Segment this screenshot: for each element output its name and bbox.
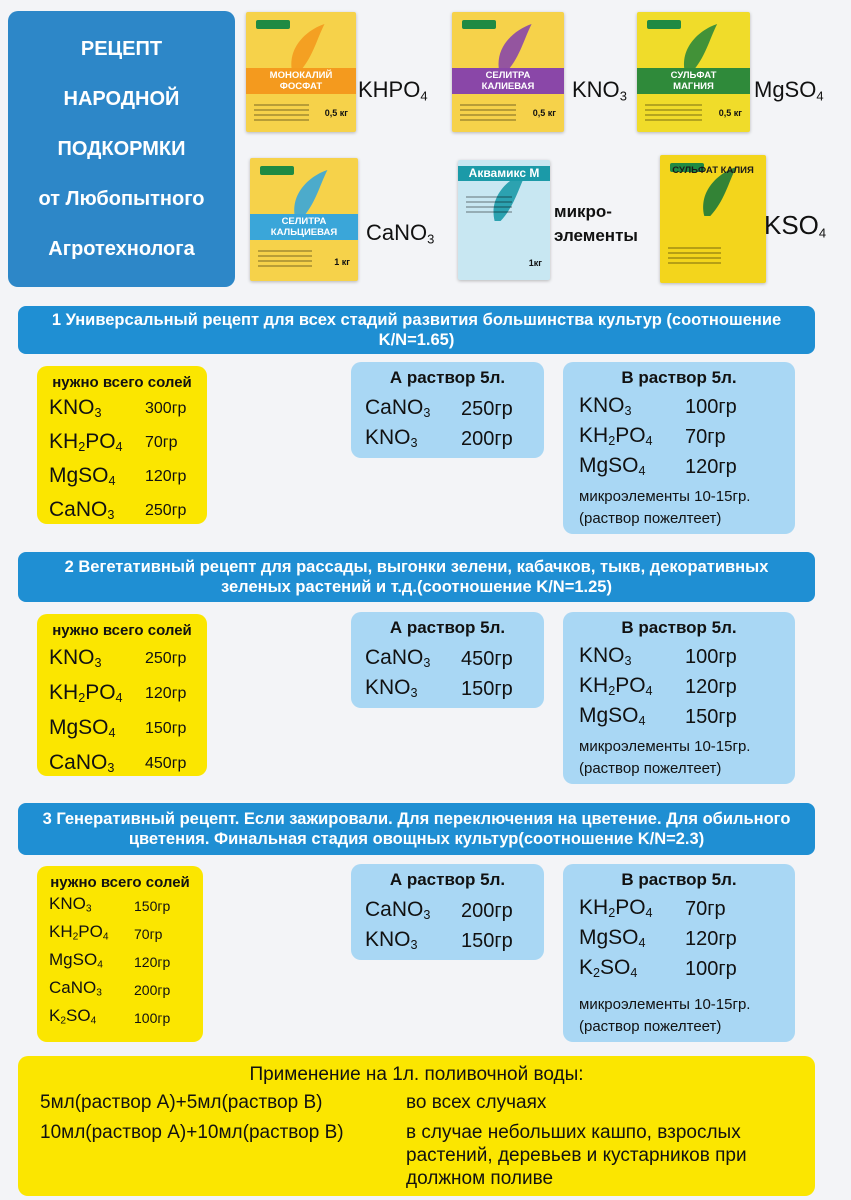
product-description-lines xyxy=(258,250,312,270)
use-2-line-2: растений, деревьев и кустарников при xyxy=(406,1145,747,1166)
micro-elements-note: микроэлементы 10-15гр. xyxy=(579,738,751,755)
total-salt-row xyxy=(49,396,187,421)
solution-a-label: А раствор 5л. xyxy=(389,870,506,889)
use-2-line-1: в случае небольших кашпо, взрослых xyxy=(406,1122,741,1143)
product-description-lines xyxy=(645,104,702,124)
salt-formula: $KNO_3$ xyxy=(49,894,92,915)
product-name-line-2: КАЛИЕВАЯ xyxy=(481,81,535,92)
title-line-4: от Любопытного xyxy=(38,188,205,210)
total-salt-row xyxy=(49,950,171,971)
product-formula: $KHPO_4$ xyxy=(358,77,428,104)
product-package xyxy=(246,12,356,132)
salt-formula: $KH_2PO_4$ xyxy=(49,430,123,455)
solution-a-amount: 250гр xyxy=(461,398,513,420)
product-formula: микро- элементы xyxy=(554,202,638,245)
product-name-line-1: СУЛЬФАТ КАЛИЯ xyxy=(672,165,754,176)
total-salt-row xyxy=(49,978,171,999)
solution-a-amount: 450гр xyxy=(461,648,513,670)
salt-formula: CaNO$_3$ xyxy=(365,646,431,671)
salt-formula: CaNO$_3$ xyxy=(365,898,431,923)
solution-b-box xyxy=(563,362,795,534)
product-weight: 0,5 кг xyxy=(718,108,742,118)
product-formula: $KNO_3$ xyxy=(572,77,627,104)
product-name-line-2: ФОСФАТ xyxy=(279,81,323,92)
total-salt-amount: 120гр xyxy=(145,468,187,485)
total-salts-box xyxy=(37,614,207,776)
micro-elements-note: микроэлементы 10-15гр. xyxy=(579,996,751,1013)
solution-b-amount: 150гр xyxy=(685,706,737,728)
solution-a-box xyxy=(351,864,544,960)
product-name-line-2: КАЛЬЦИЕВАЯ xyxy=(270,227,338,238)
salt-formula: $KNO_3$ xyxy=(579,394,632,419)
product-name-band xyxy=(458,166,550,181)
total-salt-row xyxy=(49,894,171,915)
salt-formula: $KNO_3$ xyxy=(579,644,632,669)
salt-formula: $KNO_3$ xyxy=(365,928,418,953)
solution-a-amount: 200гр xyxy=(461,900,513,922)
product-formula: MgSO$_4$ xyxy=(754,77,824,104)
product-description-lines xyxy=(254,104,309,124)
solution-b-label: В раствор 5л. xyxy=(621,368,737,387)
product-name-line-1: СУЛЬФАТ xyxy=(670,70,717,81)
product-formula: $KSO_4$ xyxy=(764,210,827,241)
solution-a-amount: 200гр xyxy=(461,428,513,450)
product-package xyxy=(637,12,750,132)
title-line-1: РЕЦЕПТ xyxy=(80,38,163,60)
application-box xyxy=(18,1056,815,1196)
salt-formula: MgSO$_4$ xyxy=(579,926,646,951)
solution-a-box xyxy=(351,612,544,708)
salt-formula: CaNO$_3$ xyxy=(365,396,431,421)
solution-b-amount: 70гр xyxy=(685,426,726,448)
product-package xyxy=(452,12,564,132)
solution-a-label: А раствор 5л. xyxy=(389,618,506,637)
total-salt-row xyxy=(49,681,187,706)
product-weight: 1 кг xyxy=(334,257,350,267)
product-weight: 0,5 кг xyxy=(324,108,348,118)
solution-b-amount: 120гр xyxy=(685,928,737,950)
total-salt-amount: 70гр xyxy=(145,434,178,451)
total-salt-amount: 450гр xyxy=(145,755,187,772)
total-salt-row xyxy=(49,464,187,489)
solution-a-amount: 150гр xyxy=(461,930,513,952)
total-salts-label: нужно всего солей xyxy=(52,622,192,639)
product-name-band xyxy=(250,214,358,240)
solution-b-box xyxy=(563,612,795,784)
solution-a-label: А раствор 5л. xyxy=(389,368,506,387)
product-name-line-2: МАГНИЯ xyxy=(673,81,714,92)
total-salt-row xyxy=(49,716,187,741)
solution-b-amount: 100гр xyxy=(685,646,737,668)
product-name-line-1: МОНОКАЛИЙ xyxy=(269,70,333,81)
solution-b-amount: 100гр xyxy=(685,396,737,418)
solution-a-box xyxy=(351,362,544,458)
salt-formula: CaNO$_3$ xyxy=(49,978,102,999)
total-salt-amount: 200гр xyxy=(134,982,171,998)
product-name-line-1: СЕЛИТРА xyxy=(281,216,327,227)
title-line-3: ПОДКОРМКИ xyxy=(57,138,186,160)
use-2-line-3: должном поливе xyxy=(406,1168,554,1189)
salt-formula: $K_2SO_4$ xyxy=(49,1006,97,1027)
total-salt-row xyxy=(49,430,178,455)
total-salt-amount: 70гр xyxy=(134,926,163,942)
total-salt-row xyxy=(49,751,187,776)
total-salt-amount: 300гр xyxy=(145,400,187,417)
product-package xyxy=(660,155,766,283)
salt-formula: $K_2SO_4$ xyxy=(579,956,638,981)
salt-formula: $KH_2PO_4$ xyxy=(579,424,653,449)
total-salt-amount: 100гр xyxy=(134,1010,171,1026)
total-salt-row xyxy=(49,498,187,523)
salt-formula: $KH_2PO_4$ xyxy=(579,896,653,921)
salt-formula: $KNO_3$ xyxy=(365,676,418,701)
salt-formula: $KNO_3$ xyxy=(365,426,418,451)
total-salt-amount: 150гр xyxy=(145,720,187,737)
salt-formula: $KNO_3$ xyxy=(49,396,102,421)
solution-b-label: В раствор 5л. xyxy=(621,870,737,889)
recipe-header: 1 Универсальный рецепт для всех стадий развития большинства культур (соотношение K/N=1.65) xyxy=(18,306,815,354)
total-salt-amount: 250гр xyxy=(145,650,187,667)
total-salt-amount: 150гр xyxy=(134,898,171,914)
solution-b-amount: 70гр xyxy=(685,898,726,920)
micro-elements-note: микроэлементы 10-15гр. xyxy=(579,488,751,505)
product-name-band xyxy=(637,68,750,94)
product-name-band xyxy=(452,68,564,94)
solution-b-amount: 100гр xyxy=(685,958,737,980)
salt-formula: MgSO$_4$ xyxy=(49,716,116,741)
solution-yellow-note: (раствор пожелтеет) xyxy=(579,760,722,777)
product-name-line-1: СЕЛИТРА xyxy=(485,70,531,81)
product-name-line-1: Аквамикс М xyxy=(468,166,540,180)
product-package xyxy=(458,160,550,280)
product-description-lines xyxy=(466,196,512,216)
solution-b-amount: 120гр xyxy=(685,676,737,698)
total-salts-label: нужно всего солей xyxy=(50,874,190,891)
total-salt-amount: 120гр xyxy=(134,954,171,970)
total-salts-box xyxy=(37,866,203,1042)
salt-formula: MgSO$_4$ xyxy=(579,704,646,729)
salt-formula: $KH_2PO_4$ xyxy=(579,674,653,699)
salt-formula: $KNO_3$ xyxy=(49,646,102,671)
total-salt-row xyxy=(49,646,187,671)
product-weight: 1кг xyxy=(528,258,542,268)
solution-b-box xyxy=(563,864,795,1042)
total-salt-row xyxy=(49,1006,171,1027)
product-description-lines xyxy=(460,104,516,124)
salt-formula: $KH_2PO_4$ xyxy=(49,922,109,943)
total-salt-amount: 120гр xyxy=(145,685,187,702)
product-name-band xyxy=(246,68,356,94)
solution-b-amount: 120гр xyxy=(685,456,737,478)
total-salt-row xyxy=(49,922,163,943)
product-weight: 0,5 кг xyxy=(532,108,556,118)
product-formula: CaNO$_3$ xyxy=(366,220,435,247)
solution-b-label: В раствор 5л. xyxy=(621,618,737,637)
total-salts-label: нужно всего солей xyxy=(52,374,192,391)
solution-a-amount: 150гр xyxy=(461,678,513,700)
dose-2: 10мл(раствор А)+10мл(раствор В) xyxy=(40,1122,344,1143)
solution-yellow-note: (раствор пожелтеет) xyxy=(579,510,722,527)
salt-formula: MgSO$_4$ xyxy=(579,454,646,479)
solution-yellow-note: (раствор пожелтеет) xyxy=(579,1018,722,1035)
title-line-5: Агротехнолога xyxy=(48,238,195,260)
product-package xyxy=(250,158,358,281)
total-salts-box xyxy=(37,366,207,524)
salt-formula: $KH_2PO_4$ xyxy=(49,681,123,706)
salt-formula: CaNO$_3$ xyxy=(49,498,115,523)
salt-formula: MgSO$_4$ xyxy=(49,464,116,489)
dose-1: 5мл(раствор А)+5мл(раствор В) xyxy=(40,1092,323,1113)
recipe-header: 2 Вегетативный рецепт для рассады, выгонки зелени, кабачков, тыкв, декоративных зеленых растений и т.д.(соотношение K/N=1.25) xyxy=(18,552,815,602)
salt-formula: CaNO$_3$ xyxy=(49,751,115,776)
use-1: во всех случаях xyxy=(406,1092,547,1113)
product-name-band xyxy=(660,163,766,178)
product-description-lines xyxy=(668,247,721,267)
salt-formula: MgSO$_4$ xyxy=(49,950,103,971)
recipe-header: 3 Генеративный рецепт. Если зажировали. Для переключения на цветение. Для обильного цветения. Финальная стадия овощных культур(соотношение K/N=2.3) xyxy=(18,803,815,855)
total-salt-amount: 250гр xyxy=(145,502,187,519)
title-box xyxy=(8,11,235,287)
title-line-2: НАРОДНОЙ xyxy=(63,88,180,110)
application-title: Применение на 1л. поливочной воды: xyxy=(249,1064,584,1085)
